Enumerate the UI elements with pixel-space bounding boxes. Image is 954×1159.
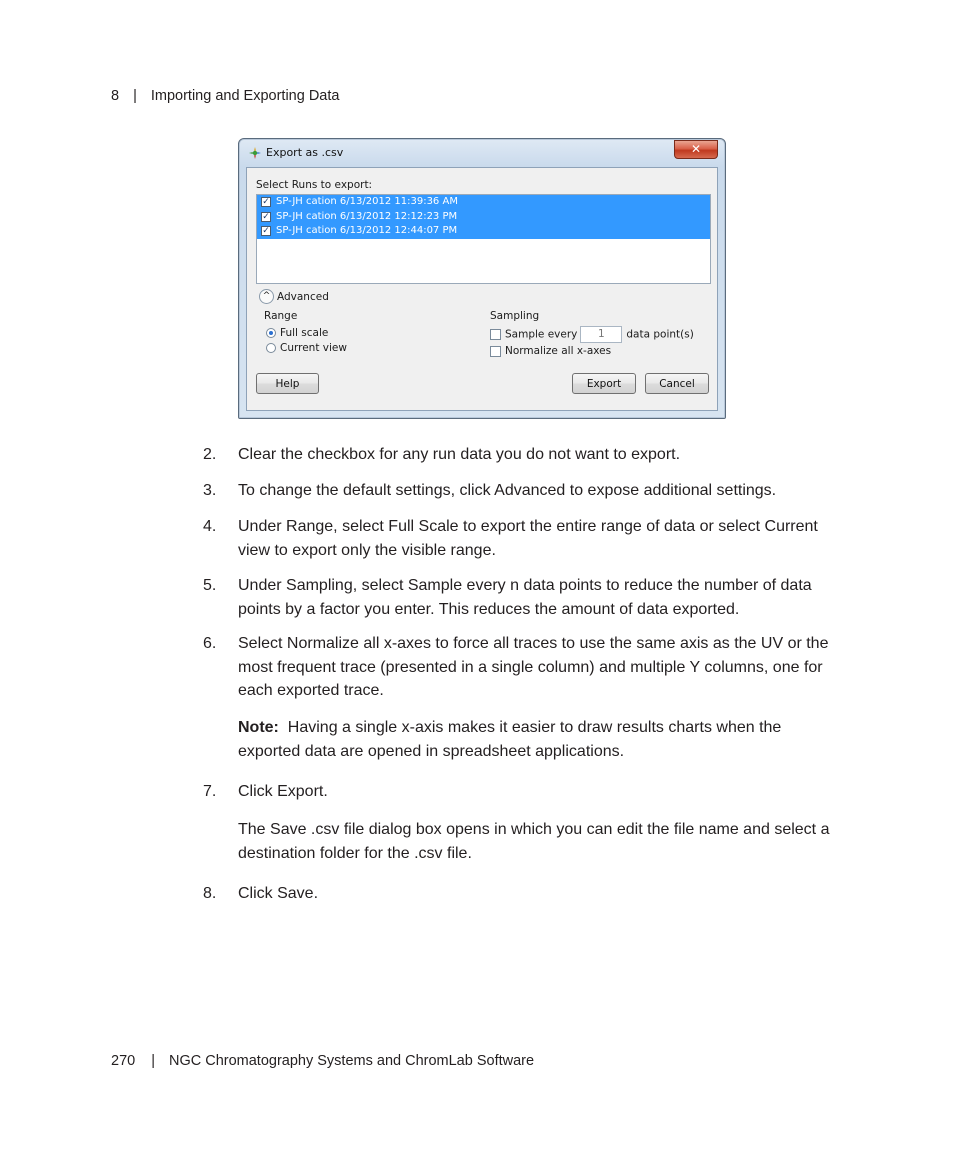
range-option-current-view[interactable]	[264, 341, 347, 356]
chevron-up-icon[interactable]: ^	[259, 289, 274, 304]
note-label: Note:	[238, 719, 279, 736]
run-label: SP-JH cation 6/13/2012 11:39:36 AM	[276, 196, 458, 207]
full-scale-label: Full scale	[280, 327, 329, 339]
cancel-button[interactable]: Cancel	[645, 373, 709, 394]
export-csv-dialog	[238, 138, 726, 419]
step-text: Select Normalize all x-axes to force all traces to use the same axis as the UV or the most frequent trace (presented in a single column) and multiple Y columns, one for each exported trace.	[238, 635, 829, 699]
run-row[interactable]	[257, 224, 710, 239]
note-paragraph	[238, 716, 838, 763]
sample-every-label: Sample every	[505, 328, 578, 341]
run-row[interactable]	[257, 195, 710, 210]
sample-every-input[interactable]: 1	[580, 326, 622, 343]
export-button[interactable]: Export	[572, 373, 636, 394]
step-number: 8.	[203, 885, 217, 902]
step-text: Click Save.	[238, 885, 319, 902]
run-checkbox[interactable]	[261, 197, 271, 207]
step-text: Click Export.	[238, 783, 328, 800]
step-text: Clear the checkbox for any run data you do not want to export.	[238, 446, 681, 463]
sample-every-checkbox[interactable]	[490, 329, 501, 340]
step-number: 3.	[203, 482, 217, 499]
footer-title: NGC Chromatography Systems and ChromLab Software	[168, 1053, 535, 1069]
advanced-toggle[interactable]	[259, 289, 329, 304]
export-result-paragraph: The Save .csv file dialog box opens in which you can edit the file name and select a destination folder for the .csv file.	[238, 821, 830, 862]
normalize-checkbox[interactable]	[490, 346, 501, 357]
range-group	[264, 310, 347, 356]
dialog-titlebar	[239, 139, 725, 167]
check-icon: ✓	[262, 226, 270, 236]
note-text: Having a single x-axis makes it easier to draw results charts when the exported data are opened in spreadsheet applications.	[238, 719, 782, 760]
range-option-full-scale[interactable]	[264, 326, 347, 341]
dialog-client-area	[246, 167, 718, 411]
running-header	[111, 88, 339, 104]
advanced-label: Advanced	[277, 290, 329, 303]
run-row[interactable]	[257, 210, 710, 225]
step-number: 7.	[203, 783, 217, 800]
check-icon: ✓	[262, 197, 270, 207]
current-view-label: Current view	[280, 342, 347, 354]
run-checkbox[interactable]	[261, 212, 271, 222]
header-page-number: 8	[111, 88, 120, 104]
running-footer	[111, 1053, 534, 1069]
current-view-radio[interactable]	[266, 343, 276, 353]
run-label: SP-JH cation 6/13/2012 12:12:23 PM	[276, 210, 458, 222]
sample-every-row	[490, 326, 705, 343]
close-button[interactable]	[674, 140, 718, 159]
select-runs-label: Select Runs to export:	[256, 179, 373, 191]
run-checkbox[interactable]	[261, 226, 271, 236]
sampling-title: Sampling	[490, 310, 540, 322]
step-number: 2.	[203, 446, 217, 463]
normalize-row	[490, 343, 705, 360]
range-title: Range	[264, 310, 298, 322]
dialog-title: Export as .csv	[266, 146, 344, 159]
data-points-label: data point(s)	[626, 328, 694, 341]
full-scale-radio[interactable]	[266, 328, 276, 338]
app-icon	[248, 146, 262, 160]
normalize-label: Normalize all x-axes	[505, 345, 612, 357]
header-separator: |	[133, 88, 137, 104]
sampling-group	[490, 310, 705, 360]
footer-separator: |	[151, 1053, 155, 1069]
header-section-title: Importing and Exporting Data	[150, 88, 340, 104]
check-icon: ✓	[262, 211, 270, 222]
close-icon: ✕	[690, 142, 702, 156]
help-button[interactable]: Help	[256, 373, 319, 394]
step-text: Under Range, select Full Scale to export the entire range of data or select Current view to export only the visible range.	[238, 518, 818, 559]
step-number: 4.	[203, 518, 217, 535]
run-label: SP-JH cation 6/13/2012 12:44:07 PM	[276, 225, 458, 236]
step-number: 5.	[203, 577, 217, 594]
step-text: To change the default settings, click Advanced to expose additional settings.	[238, 482, 777, 499]
footer-page-number: 270	[111, 1053, 136, 1069]
runs-list[interactable]	[256, 194, 711, 284]
step-text: Under Sampling, select Sample every n data points to reduce the number of data points by a factor you enter. This reduces the amount of data exported.	[238, 577, 812, 618]
step-number: 6.	[203, 635, 217, 652]
